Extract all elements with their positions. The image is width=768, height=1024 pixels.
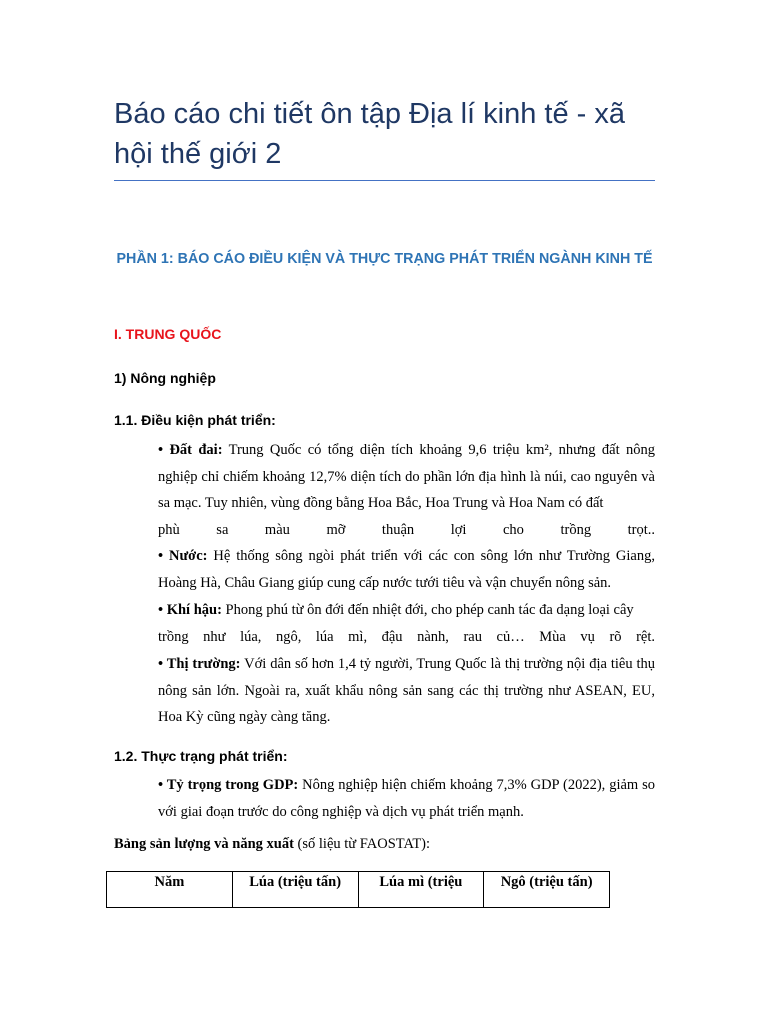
- subsection-heading-conditions: 1.1. Điều kiện phát triển:: [114, 412, 276, 428]
- condition-land-last-line: phù sa màu mỡ thuận lợi cho trồng trọt..: [158, 522, 655, 538]
- table-header-row: [107, 872, 610, 908]
- condition-water-label: • Nước:: [158, 548, 208, 564]
- production-table: [106, 871, 610, 908]
- section-heading: 1) Nông nghiệp: [114, 370, 216, 386]
- condition-land-label: • Đất đai:: [158, 442, 223, 458]
- gdp-label: • Tỷ trọng trong GDP:: [158, 777, 299, 793]
- condition-market-text: Với dân số hơn 1,4 tỷ người, Trung Quốc là thị trường nội địa tiêu thụ nông sản lớn. Ngoài ra, xuất khẩu nông sản sang các thị trường như ASEAN, EU, Hoa Kỳ cũng ngày càng tăng.: [158, 656, 655, 726]
- document-title: Báo cáo chi tiết ôn tập Địa lí kinh tế - xã hội thế giới 2: [114, 98, 625, 170]
- gdp-text: Nông nghiệp hiện chiếm khoảng 7,3% GDP (2022), giảm so với giai đoạn trước do công nghiệp và dịch vụ phát triển mạnh.: [158, 777, 655, 820]
- country-heading: I. TRUNG QUỐC: [114, 326, 222, 342]
- table-header-wheat: Lúa mì (triệu: [358, 872, 484, 908]
- condition-market-paragraph: [158, 651, 655, 731]
- condition-climate-last-line: trồng như lúa, ngô, lúa mì, đậu nành, rau củ… Mùa vụ rõ rệt.: [158, 629, 655, 645]
- table-caption: [114, 836, 430, 853]
- table-header-rice: Lúa (triệu tấn): [232, 872, 358, 908]
- table-caption-source: (số liệu từ FAOSTAT):: [293, 836, 431, 852]
- gdp-paragraph: [158, 772, 655, 825]
- table-header-corn: Ngô (triệu tấn): [484, 872, 610, 908]
- part-heading: PHẦN 1: BÁO CÁO ĐIỀU KIỆN VÀ THỰC TRẠNG PHÁT TRIỂN NGÀNH KINH TẾ: [116, 251, 653, 267]
- title-underline: [114, 180, 655, 181]
- condition-climate-text: Phong phú từ ôn đới đến nhiệt đới, cho phép canh tác đa dạng loại cây: [221, 602, 634, 618]
- condition-water-text: Hệ thống sông ngòi phát triển với các con sông lớn như Trường Giang, Hoàng Hà, Châu Giang giúp cung cấp nước tưới tiêu và vận chuyển nông sản.: [158, 548, 655, 591]
- condition-market-label: • Thị trường:: [158, 656, 241, 672]
- condition-climate-label: • Khí hậu:: [158, 602, 222, 618]
- condition-land-paragraph: [158, 437, 655, 517]
- condition-water-paragraph: [158, 543, 655, 596]
- condition-land-text: Trung Quốc có tổng diện tích khoảng 9,6 triệu km², nhưng đất nông nghiệp chỉ chiếm khoảng 12,7% diện tích do phần lớn địa hình là núi, cao nguyên và sa mạc. Tuy nhiên, vùng đồng bằng Hoa Bắc, Hoa Trung và Hoa Nam có đất: [158, 442, 655, 512]
- condition-climate-paragraph: [158, 597, 655, 624]
- table-caption-bold: Bảng sản lượng và năng xuất: [114, 836, 294, 852]
- table-header-year: Năm: [107, 872, 233, 908]
- subsection-heading-status: 1.2. Thực trạng phát triển:: [114, 748, 288, 764]
